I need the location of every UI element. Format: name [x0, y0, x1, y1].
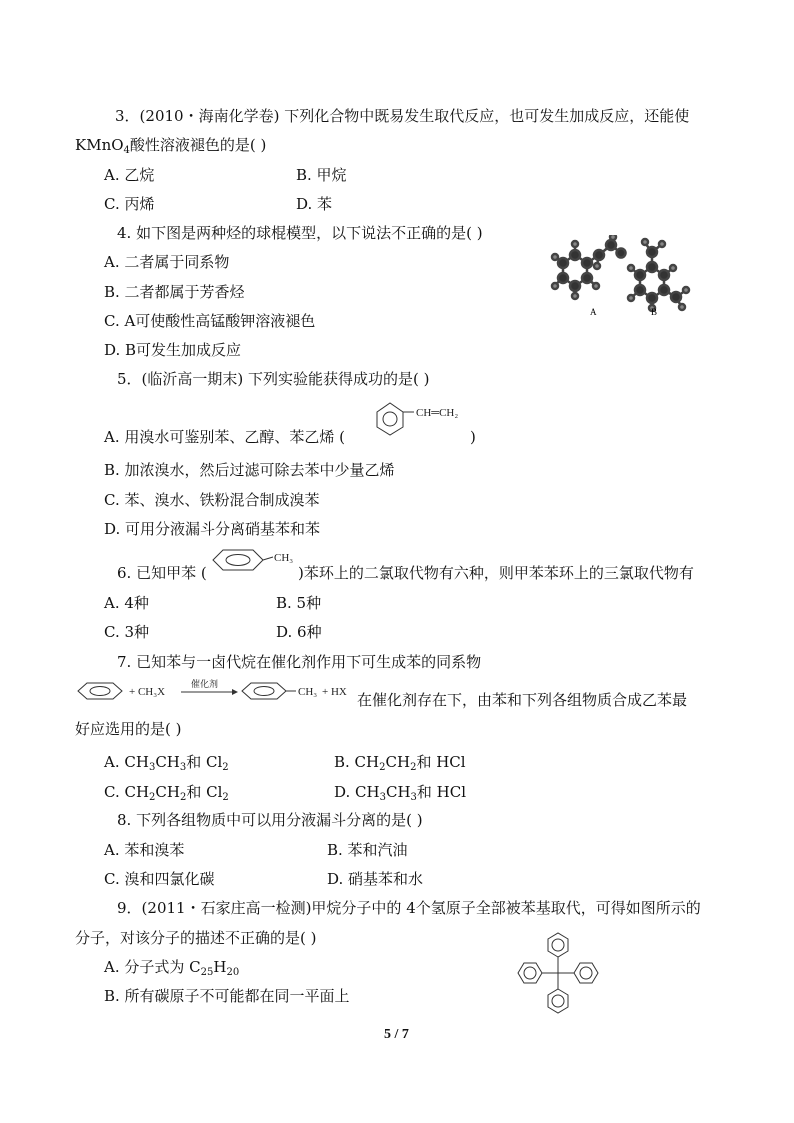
- q9-option-a: A. 分子式为 $C_{25}H_{20}$: [104, 958, 240, 978]
- q9-stem-line1: 9．(2011・石家庄高一检测)甲烷分子中的 4个氢原子全部被苯基取代，可得如图所示的: [117, 899, 701, 917]
- q5-option-d: D. 可用分液漏斗分离硝基苯和苯: [104, 520, 321, 538]
- q7-option-c: C. $CH_2CH_2$和 $Cl_2$: [104, 783, 229, 803]
- styrene-structure: [370, 398, 480, 438]
- q5-option-a-close: ): [470, 428, 476, 446]
- q5-stem: 5．(临沂高一期末) 下列实验能获得成功的是( ): [117, 370, 430, 388]
- q5-option-a-text: A. 用溴水可鉴别苯、乙醇、苯乙烯 (: [104, 428, 345, 446]
- q7-option-d: D. $CH_3CH_3$和 HCl: [334, 783, 467, 803]
- q8-option-a: A. 苯和溴苯: [104, 841, 185, 859]
- q3-stem-line1: 3．(2010・海南化学卷) 下列化合物中既易发生取代反应，也可发生加成反应，还能使: [115, 107, 690, 125]
- ball-stick-models-figure: [545, 235, 700, 320]
- q8-option-c: C. 溴和四氯化碳: [104, 870, 215, 888]
- q4-stem: 4. 如下图是两种烃的球棍模型，以下说法不正确的是( ): [117, 224, 483, 242]
- model-b: [628, 239, 689, 311]
- model-a-label: A: [590, 307, 597, 317]
- q7-option-a: A. $CH_3CH_3$和 $Cl_2$: [104, 753, 229, 773]
- q8-option-d: D. 硝基苯和水: [327, 870, 424, 888]
- q5-option-c: C. 苯、溴水、铁粉混合制成溴苯: [104, 491, 320, 509]
- q6-option-b: B. 5种: [276, 594, 322, 612]
- reagent-text: + CH₃X: [129, 686, 166, 698]
- q6-option-c: C. 3种: [104, 623, 150, 641]
- q8-option-b: B. 苯和汽油: [327, 841, 408, 859]
- product-methyl: CH₃: [298, 686, 318, 698]
- q3-stem-line2: KMnO$_4$酸性溶液褪色的是( ): [75, 136, 267, 156]
- toluene-formula: CH₃: [274, 552, 294, 564]
- q3-option-d: D. 苯: [296, 195, 333, 213]
- q9-stem-line2: 分子，对该分子的描述不正确的是( ): [75, 929, 317, 947]
- byproduct-text: + HX: [322, 686, 347, 698]
- styrene-formula: CH═CH₂: [416, 407, 459, 419]
- q4-option-d: D. B可发生加成反应: [104, 341, 242, 359]
- q4-option-b: B. 二者都属于芳香烃: [104, 283, 245, 301]
- q3-option-c: C. 丙烯: [104, 195, 155, 213]
- q3-option-b: B. 甲烷: [296, 166, 347, 184]
- q7-stem: 7. 已知苯与一卤代烷在催化剂作用下可生成苯的同系物: [117, 653, 482, 671]
- q8-stem: 8. 下列各组物质中可以用分液漏斗分离的是( ): [117, 811, 423, 829]
- catalyst-label: 催化剂: [191, 679, 219, 689]
- q3-option-a: A. 乙烷: [104, 166, 155, 184]
- model-b-label: B: [651, 307, 658, 317]
- q6-option-d: D. 6种: [276, 623, 322, 641]
- q4-option-c: C. A可使酸性高锰酸钾溶液褪色: [104, 312, 316, 330]
- page-number: 5 / 7: [384, 1027, 409, 1042]
- q6-stem-start: 6. 已知甲苯 (: [117, 564, 207, 582]
- q5-option-b: B. 加浓溴水，然后过滤可除去苯中少量乙烯: [104, 461, 395, 479]
- q7-reaction-equation: [74, 678, 364, 704]
- q7-stem-continued: 在催化剂存在下，由苯和下列各组物质合成乙苯最: [357, 691, 688, 709]
- q6-stem-end: )苯环上的二氯取代物有六种，则甲苯苯环上的三氯取代物有: [298, 564, 694, 582]
- model-a: [552, 235, 626, 299]
- toluene-structure: [203, 545, 303, 575]
- q7-option-b: B. $CH_2CH_2$和 HCl: [334, 753, 466, 773]
- q9-option-b: B. 所有碳原子不可能都在同一平面上: [104, 987, 350, 1005]
- q7-stem-line3: 好应选用的是( ): [75, 720, 182, 738]
- q4-option-a: A. 二者属于同系物: [104, 253, 230, 271]
- q6-option-a: A. 4种: [104, 594, 149, 612]
- tetraphenylmethane-structure: [505, 922, 611, 1024]
